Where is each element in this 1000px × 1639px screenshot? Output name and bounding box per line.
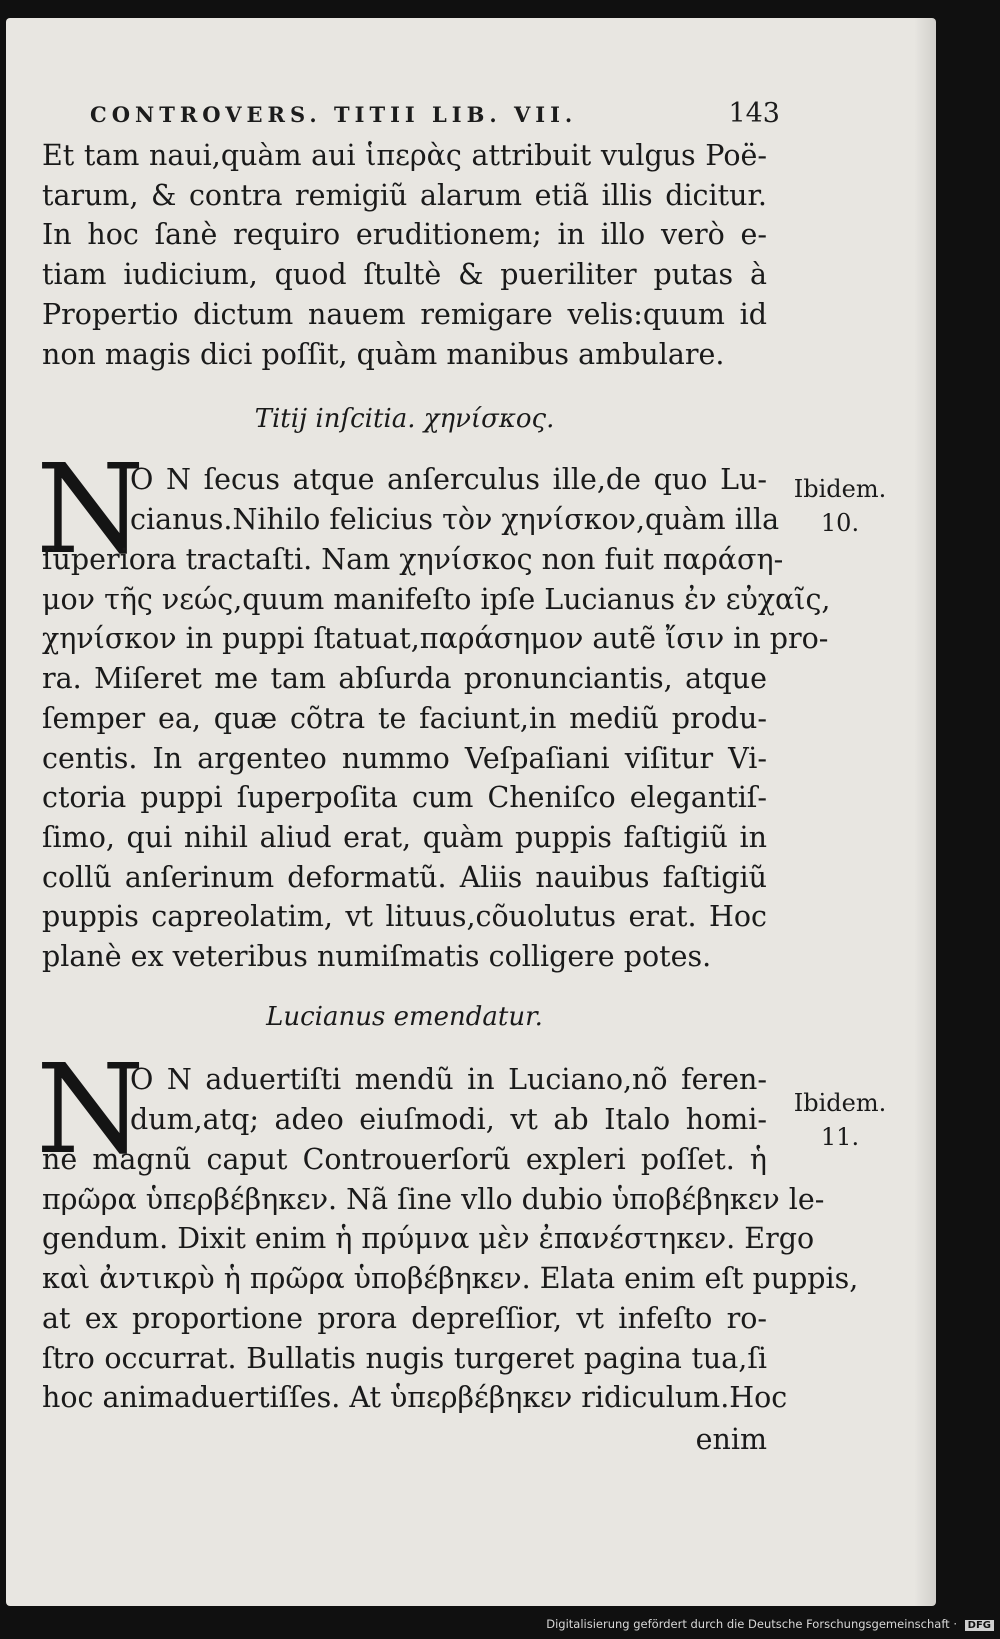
text-line: non magis dici poſſit, quàm manibus ambulare.	[42, 337, 725, 371]
margin-note-line: 11.	[820, 1123, 860, 1151]
text-line: O N aduertiſti mendũ in Luciano,nõ feren-	[130, 1063, 767, 1096]
text-line: hoc animaduertiſſes. At ὑπερβέβηκεν ridiculum.Hoc	[42, 1381, 788, 1415]
text-line: μον τῆς νεώς,quum manifeſto ipſe Lucianus ἐν εὐχαῖς,	[42, 582, 831, 616]
text-line: ra. Miſeret me tam abſurda pronunciantis, atque	[42, 662, 767, 696]
drop-capital: N	[36, 1038, 145, 1182]
paragraph-intro	[42, 136, 767, 374]
paragraph-lucianus-indented	[130, 1060, 767, 1139]
text-line: collũ anſerinum deformatũ. Aliis nauibus faſtigiũ	[42, 860, 767, 894]
text-line: χηνίσκον in puppi ſtatuat,παράσημον autẽ ἴσιν in pro-	[42, 622, 829, 656]
digitization-credit	[546, 1617, 994, 1631]
text-line: ctoria puppi ſuperpoſita cum Cheniſco elegantiſ-	[42, 781, 767, 815]
margin-note-ibidem-10	[790, 472, 890, 540]
margin-note-ibidem-11	[790, 1086, 890, 1154]
text-line: Propertio dictum nauem remigare velis:quum id	[42, 297, 767, 331]
drop-capital: N	[36, 438, 145, 582]
paragraph-lucianus	[42, 1140, 859, 1418]
section-heading-titii-inscitia: Titij inſcitia. χηνίσκος.	[254, 404, 555, 434]
text-line: dum,atq; adeo eiuſmodi, vt ab Italo homi-	[130, 1102, 767, 1136]
text-line: gendum. Dixit enim ἡ πρύμνα μὲν ἐπανέστηκεν. Ergo	[42, 1222, 815, 1256]
text-line: tiam iudicium, quod ſtultè & pueriliter putas à	[42, 258, 767, 292]
margin-note-line: Ibidem.	[793, 1089, 887, 1117]
text-line: Et tam naui,quàm aui ἱπερὰς attribuit vulgus Poë-	[42, 139, 767, 172]
paragraph-chenisco-indented	[130, 460, 780, 539]
text-line: ne magnũ caput Controuerſorũ expleri poſſet. ἡ	[42, 1143, 767, 1176]
margin-note-line: Ibidem.	[793, 475, 887, 503]
page-number: 143	[728, 98, 780, 129]
text-line: ſuperiora tractaſti. Nam χηνίσκος non fuit παράση-	[42, 543, 784, 576]
catchword: enim	[695, 1423, 767, 1456]
text-line: tarum, & contra remigiũ alarum etiã illis dicitur.	[42, 178, 767, 212]
text-line: ſemper ea, quæ cõtra te faciunt,in mediũ produ-	[42, 701, 767, 735]
text-line: O N ſecus atque anſerculus ille,de quo Lu-	[130, 463, 767, 496]
text-line: planè ex veteribus numiſmatis colligere potes.	[42, 940, 712, 974]
running-title: CONTROVERS. TITII LIB. VII.	[90, 102, 578, 127]
text-line: πρῶρα ὑπερβέβηκεν. Nã ſine vllo dubio ὑποβέβηκεν le-	[42, 1182, 825, 1216]
margin-note-line: 10.	[820, 509, 860, 537]
text-line: puppis capreolatim, vt lituus,cõuolutus erat. Hoc	[42, 900, 767, 934]
text-line: καὶ ἀντικρὺ ἡ πρῶρα ὑποβέβηκεν. Elata enim eſt puppis,	[42, 1262, 859, 1296]
text-line: In hoc ſanè requiro eruditionem; in illo verò e-	[42, 218, 767, 252]
credit-text: Digitalisierung gefördert durch die Deutsche Forschungsgemeinschaft ·	[546, 1617, 957, 1631]
text-line: ſimo, qui nihil aliud erat, quàm puppis faſtigiũ in	[42, 820, 767, 854]
text-line: at ex proportione prora depreſſior, vt infeſto ro-	[42, 1301, 767, 1335]
running-header	[90, 98, 780, 129]
section-heading-lucianus-emendatur: Lucianus emendatur.	[266, 1002, 543, 1032]
text-line: ſtro occurrat. Bullatis nugis turgeret pagina tua,ſi	[42, 1341, 767, 1375]
text-line: centis. In argenteo nummo Veſpaſiani viſitur Vi-	[42, 741, 767, 775]
text-line: cianus.Nihilo felicius τὸν χηνίσκον,quàm illa	[130, 502, 780, 536]
dfg-logo-icon: DFG	[965, 1620, 994, 1631]
paragraph-chenisco	[42, 540, 831, 977]
